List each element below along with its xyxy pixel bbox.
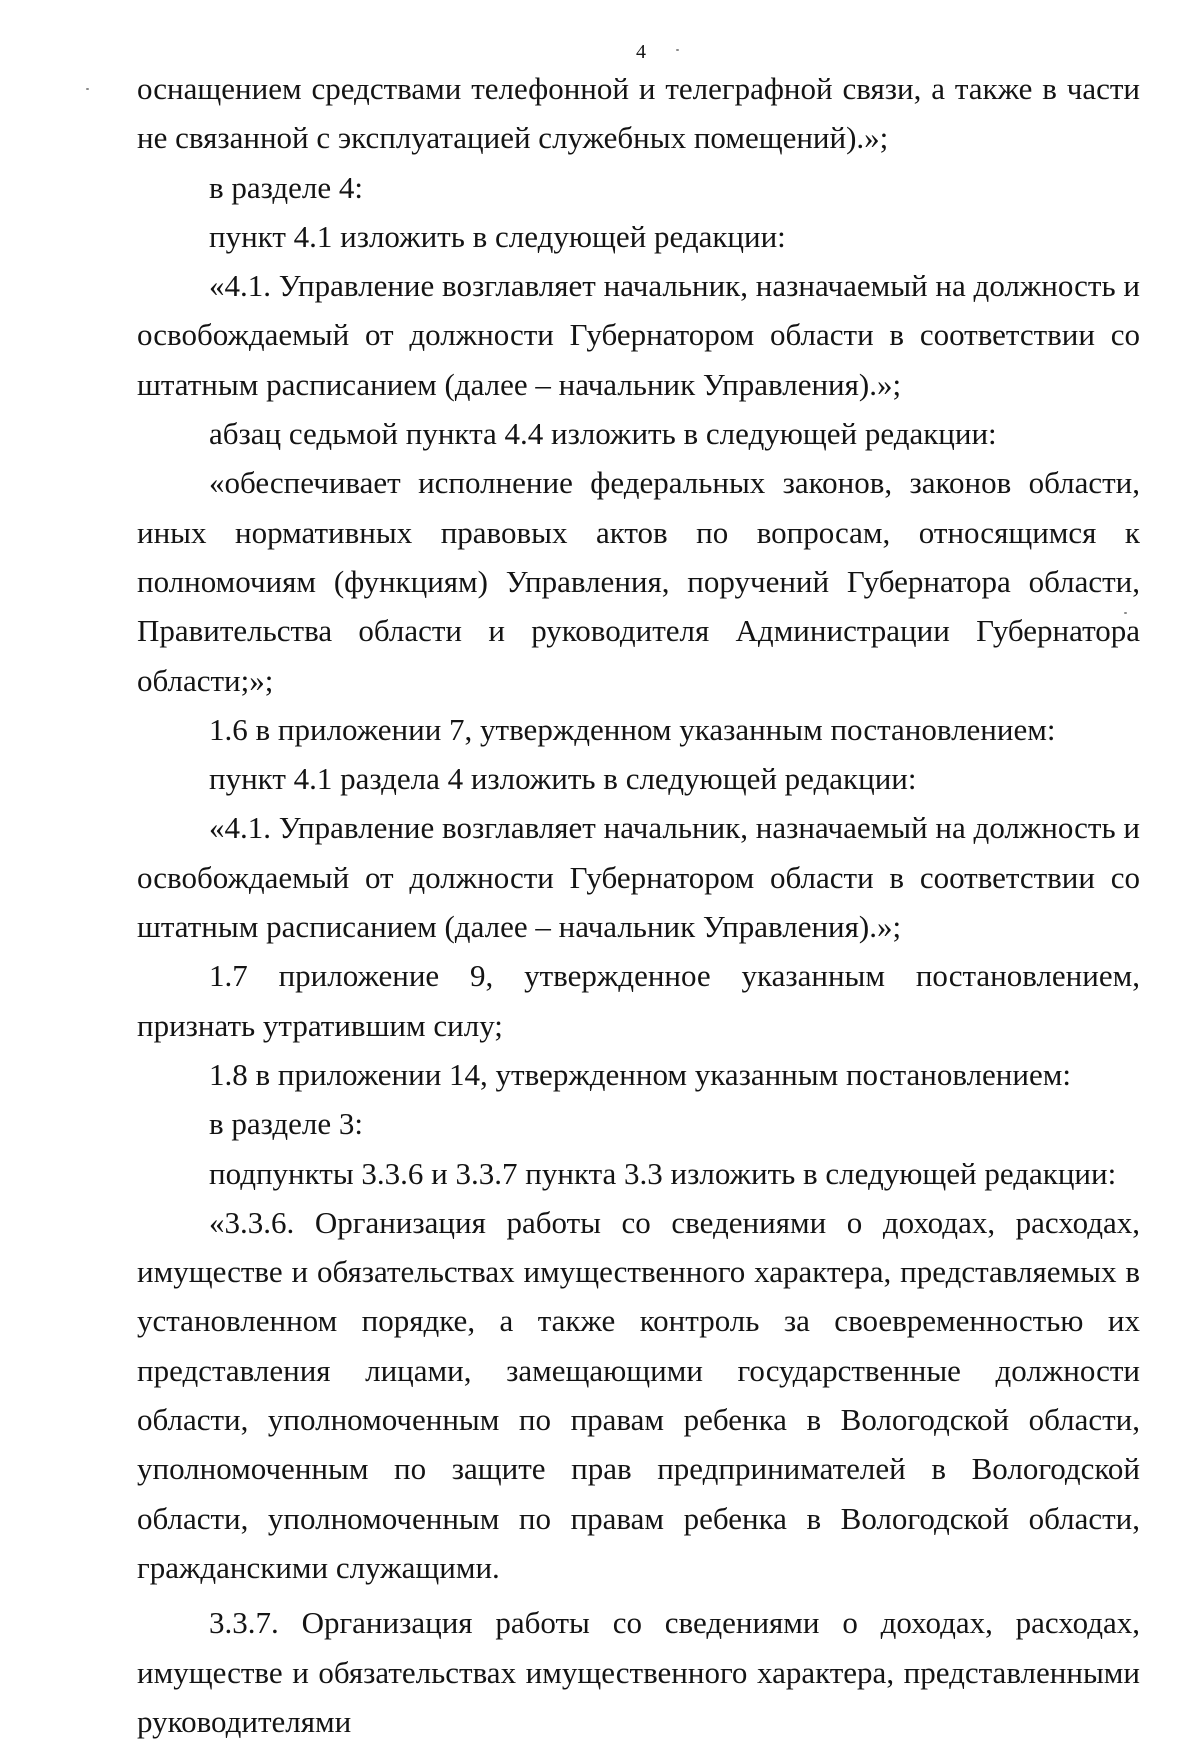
paragraph-quoted-clause: «4.1. Управление возглавляет начальник, назначаемый на должность и освобождаемый от должности Губернатором области в соответствии со штатным расписанием (далее – начальник Управления).»; xyxy=(137,810,1140,945)
paragraph-quoted-clause: «4.1. Управление возглавляет начальник, назначаемый на должность и освобождаемый от должности Губернатором области в соответствии со штатным расписанием (далее – начальник Управления).»; xyxy=(137,268,1140,402)
paragraph-instruction: абзац седьмой пункта 4.4 изложить в следующей редакции: xyxy=(209,416,997,452)
paragraph-item-1-8: 1.8 в приложении 14, утвержденном указанным постановлением: xyxy=(209,1056,1071,1092)
paragraph-quoted-clause: «3.3.6. Организация работы со сведениями о доходах, расходах, имуществе и обязательствах имущественного характера, представляемых в установленном порядке, а также контроль за своевременностью их представления лицами, замещающими государственные должности области, уполномоченным по правам ребенка в Вологодской области, уполномоченным по защите прав предпринимателей в Вологодской области, уполномоченным по правам ребенка в Вологодской области, гражданскими служащими. xyxy=(137,1204,1140,1585)
paragraph-quoted-clause: «обеспечивает исполнение федеральных законов, законов области, иных нормативных правовых актов по вопросам, относящимся к полномочиям (функциям) Управления, поручений Губернатора области, Правительства области и руководителя Администрации Губернатора области;»; xyxy=(137,465,1140,698)
paragraph-item-1-6: 1.6 в приложении 7, утвержденном указанным постановлением: xyxy=(209,711,1056,747)
scan-speck xyxy=(676,49,679,51)
paragraph-instruction: пункт 4.1 изложить в следующей редакции: xyxy=(209,218,786,254)
page-number: 4 xyxy=(636,41,646,63)
paragraph-instruction: пункт 4.1 раздела 4 изложить в следующей редакции: xyxy=(209,761,917,797)
document-body xyxy=(137,64,1140,1746)
paragraph-item-1-7: 1.7 приложение 9, утвержденное указанным постановлением, признать утратившим силу; xyxy=(137,958,1140,1043)
paragraph-section-heading: в разделе 3: xyxy=(209,1106,363,1142)
paragraph-continuation: оснащением средствами телефонной и телеграфной связи, а также в части не связанной с эксплуатацией служебных помещений).»; xyxy=(137,71,1140,156)
paragraph-section-heading: в разделе 4: xyxy=(209,169,363,205)
paragraph-clause-3-3-7: 3.3.7. Организация работы со сведениями о доходах, расходах, имуществе и обязательствах имущественного характера, представленными руководителями xyxy=(137,1605,1140,1739)
paragraph-instruction: подпункты 3.3.6 и 3.3.7 пункта 3.3 изложить в следующей редакции: xyxy=(209,1155,1117,1191)
scan-speck xyxy=(86,88,89,90)
